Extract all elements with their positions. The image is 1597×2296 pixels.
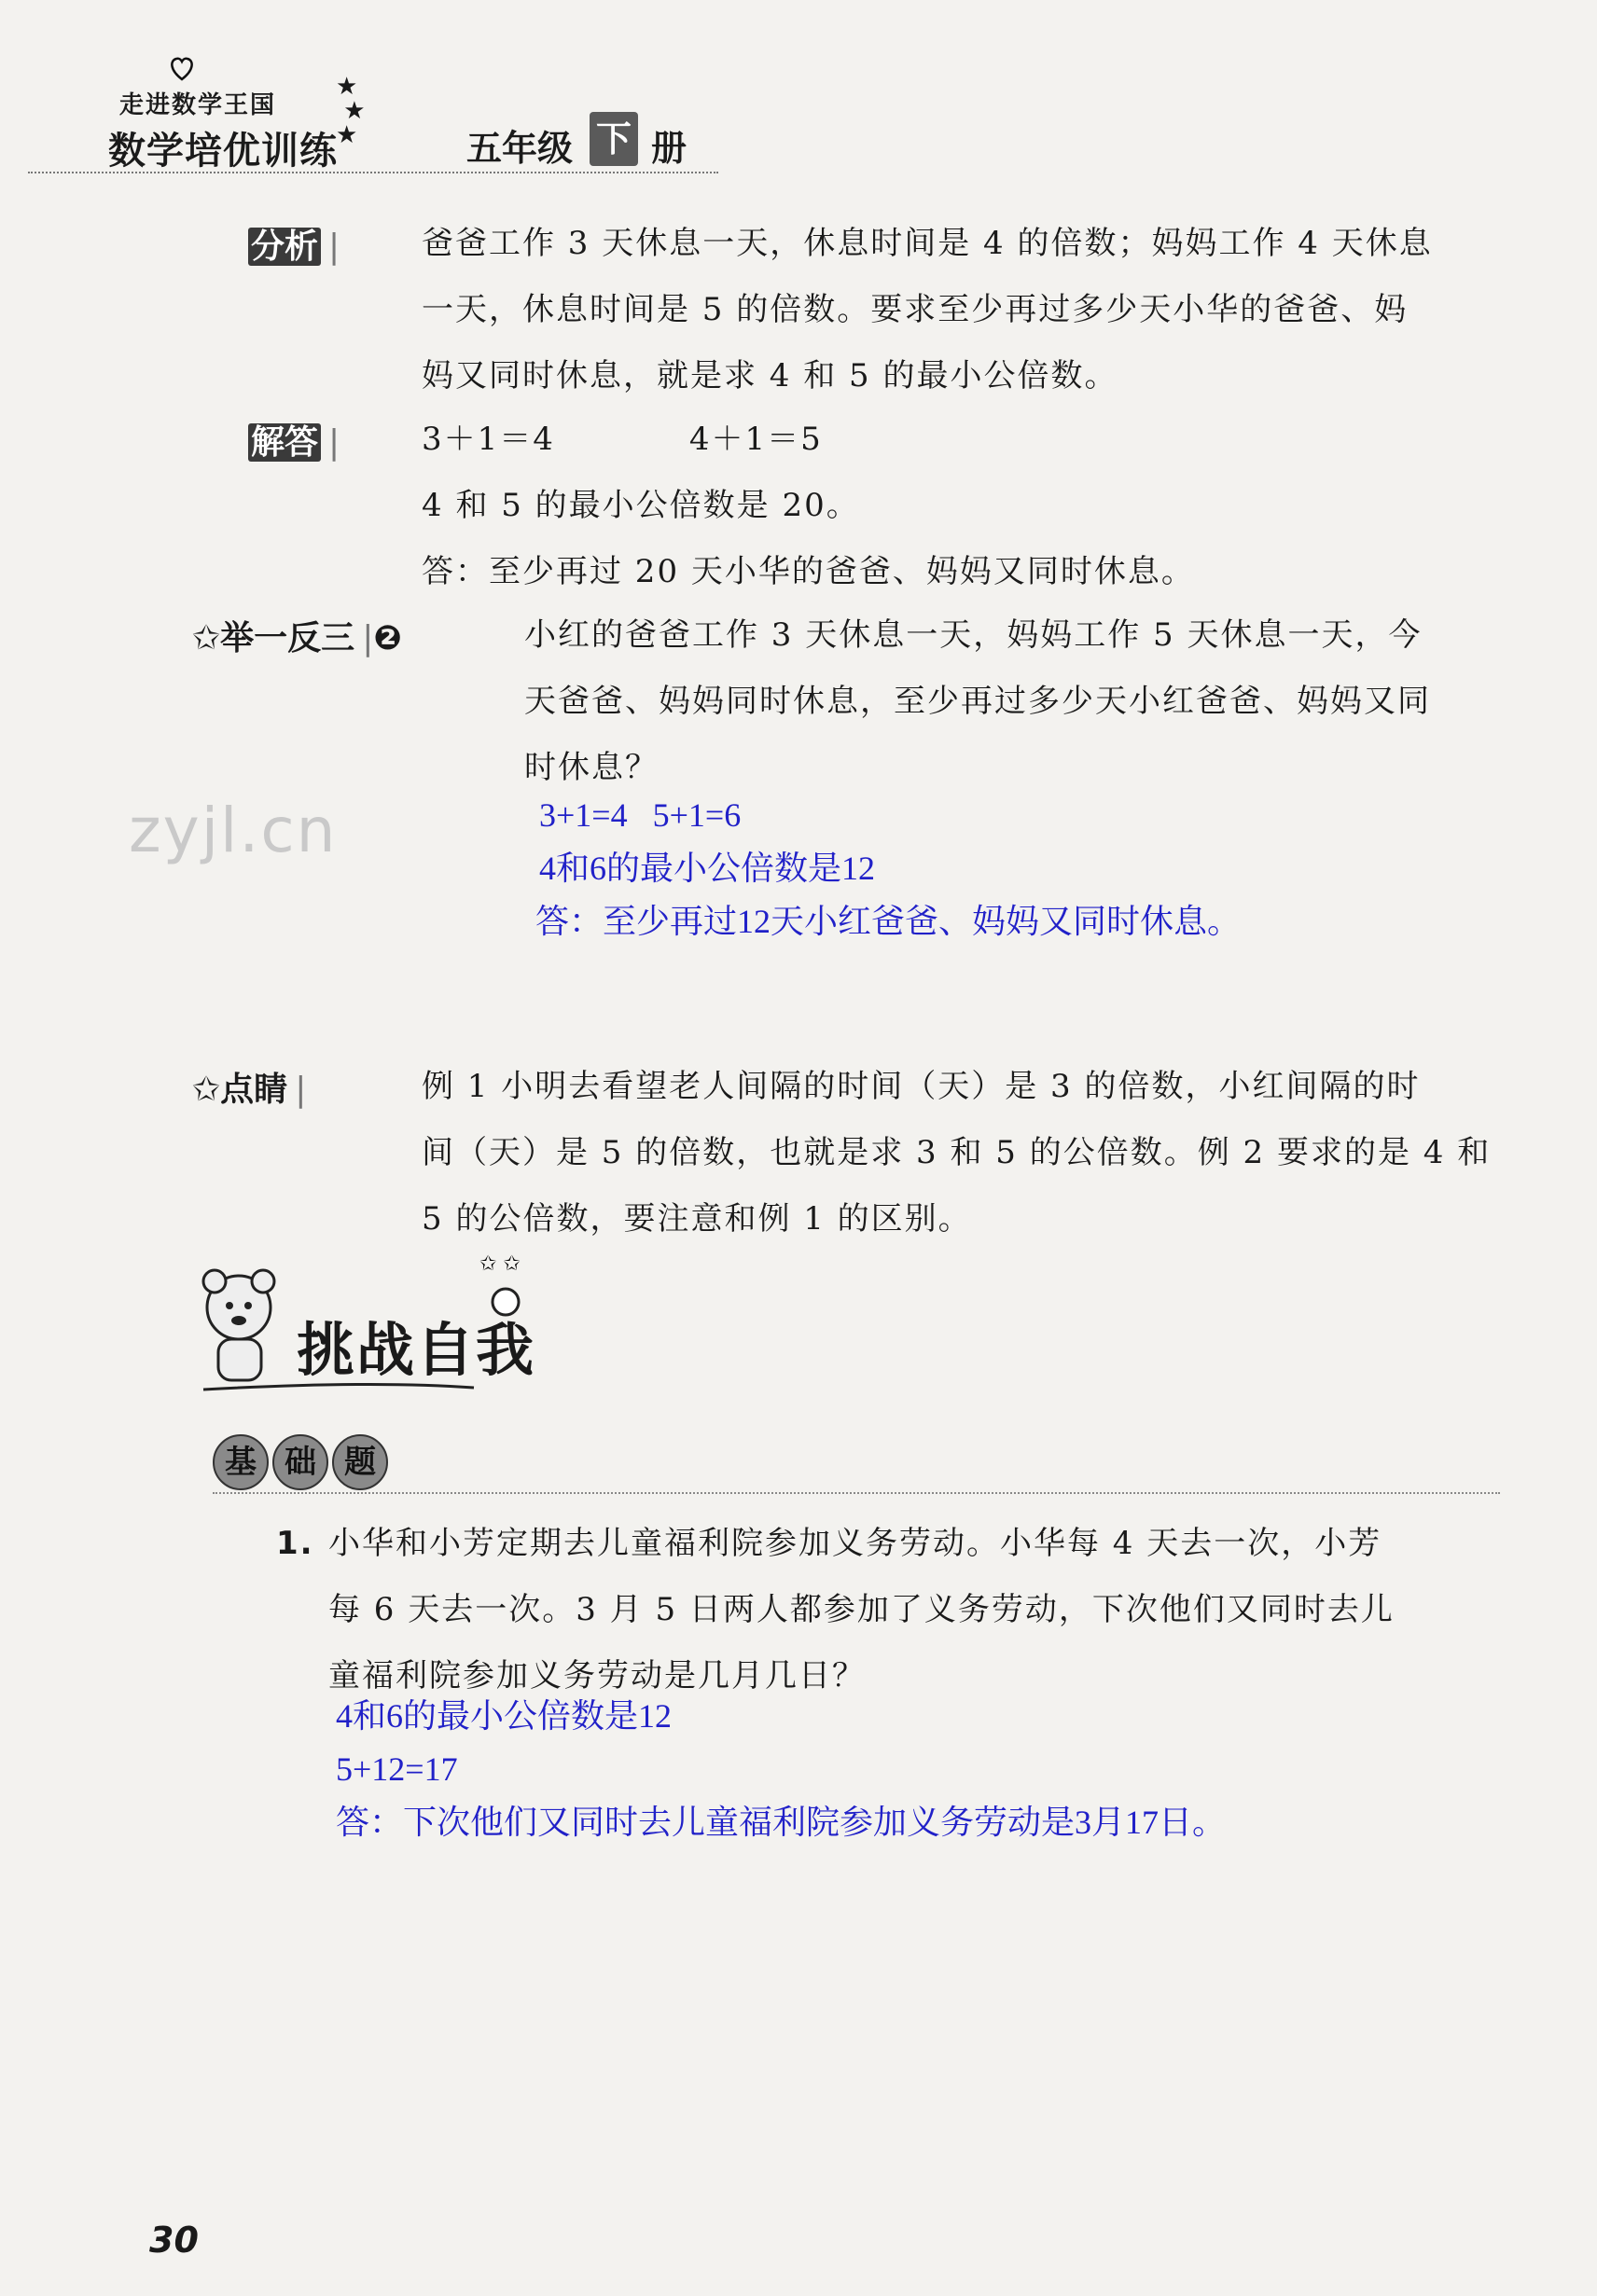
tip-line: 例 1 小明去看望老人间隔的时间（天）是 3 的倍数，小红间隔的时 <box>422 1068 1421 1105</box>
practice-handwritten-answer <box>535 789 1242 948</box>
tip-label-text: 点睛 <box>220 1071 288 1109</box>
watermark: zyjl.cn <box>129 795 338 866</box>
question-line: 小华和小芳定期去儿童福利院参加义务劳动。小华每 4 天去一次，小芳 <box>328 1525 1382 1562</box>
practice-number: ❷ <box>373 619 402 657</box>
basic-label-char: 题 <box>332 1434 388 1490</box>
practice-question <box>524 602 1504 801</box>
volume-badge: 下 <box>590 112 638 166</box>
question-line: 小红的爸爸工作 3 天休息一天，妈妈工作 5 天休息一天，今 <box>524 616 1423 654</box>
answer-label-text: 解答 <box>248 423 321 462</box>
question-handwritten-answer <box>336 1690 1226 1849</box>
question-line: 天爸爸、妈妈同时休息，至少再过多少天小红爸爸、妈妈又同 <box>524 683 1431 720</box>
page-number: 30 <box>149 2220 199 2261</box>
handwritten-line: 3+1=4 5+1=6 <box>539 796 742 834</box>
question-line: 童福利院参加义务劳动是几月几日？ <box>328 1657 866 1694</box>
basic-questions-label <box>213 1434 399 1494</box>
analysis-label-text: 分析 <box>248 228 321 266</box>
grade-label: 五年级 <box>466 128 574 169</box>
handwritten-line: 4和6的最小公倍数是12 <box>336 1697 673 1735</box>
volume-suffix: 册 <box>651 128 687 169</box>
analysis-line: 爸爸工作 3 天休息一天，休息时间是 4 的倍数；妈妈工作 4 天休息 <box>422 225 1433 262</box>
answer-line: 3＋1＝4 4＋1＝5 <box>422 421 823 458</box>
question-line: 每 6 天去一次。3 月 5 日两人都参加了义务劳动，下次他们又同时去儿 <box>328 1591 1395 1628</box>
question-text <box>328 1511 1504 1709</box>
question-line: 时休息？ <box>524 749 659 786</box>
series-top-title: 走进数学王国 <box>119 91 277 119</box>
answer-label: 解答 | <box>248 416 340 463</box>
star-icon: ✩ <box>192 619 221 657</box>
basic-label-char: 基 <box>213 1434 269 1490</box>
tip-line: 间（天）是 5 的倍数，也就是求 3 和 5 的公倍数。例 2 要求的是 4 和 <box>422 1134 1492 1171</box>
answer-line: 4 和 5 的最小公倍数是 20。 <box>422 487 860 524</box>
heart-icon <box>168 54 196 82</box>
handwritten-line: 答：至少再过12天小红爸爸、妈妈又同时休息。 <box>535 903 1242 940</box>
question-number: 1. <box>276 1525 314 1562</box>
answer-line: 答：至少再过 20 天小华的爸爸、妈妈又同时休息。 <box>422 553 1195 590</box>
tip-text <box>422 1054 1504 1252</box>
analysis-label: 分析 | <box>248 220 340 268</box>
basic-label-char: 础 <box>272 1434 328 1490</box>
svg-text:✩ ✩: ✩ ✩ <box>479 1252 521 1276</box>
analysis-line: 一天，休息时间是 5 的倍数。要求至少再过多少天小华的爸爸、妈 <box>422 291 1409 328</box>
practice-label: ✩举一反三 |❷ <box>192 619 402 657</box>
practice-label-text: 举一反三 <box>220 619 355 657</box>
analysis-text <box>422 211 1504 409</box>
star-decoration-icon: ★ ★ ★ <box>336 73 366 149</box>
handwritten-line: 4和6的最小公倍数是12 <box>539 850 876 887</box>
header-divider <box>28 172 718 175</box>
series-main-title: 数学培优训练 <box>108 130 338 173</box>
handwritten-line: 5+12=17 <box>336 1750 458 1788</box>
tip-line: 5 的公倍数，要注意和例 1 的区别。 <box>422 1200 972 1238</box>
handwritten-line: 答：下次他们又同时去儿童福利院参加义务劳动是3月17日。 <box>336 1804 1227 1841</box>
analysis-line: 妈又同时休息，就是求 4 和 5 的最小公倍数。 <box>422 357 1118 394</box>
challenge-title: 挑战自我 <box>297 1316 536 1384</box>
tip-label: ✩点睛 | <box>192 1071 307 1109</box>
star-icon: ✩ <box>192 1071 221 1109</box>
basic-divider <box>213 1492 1500 1496</box>
answer-text <box>422 407 1504 605</box>
